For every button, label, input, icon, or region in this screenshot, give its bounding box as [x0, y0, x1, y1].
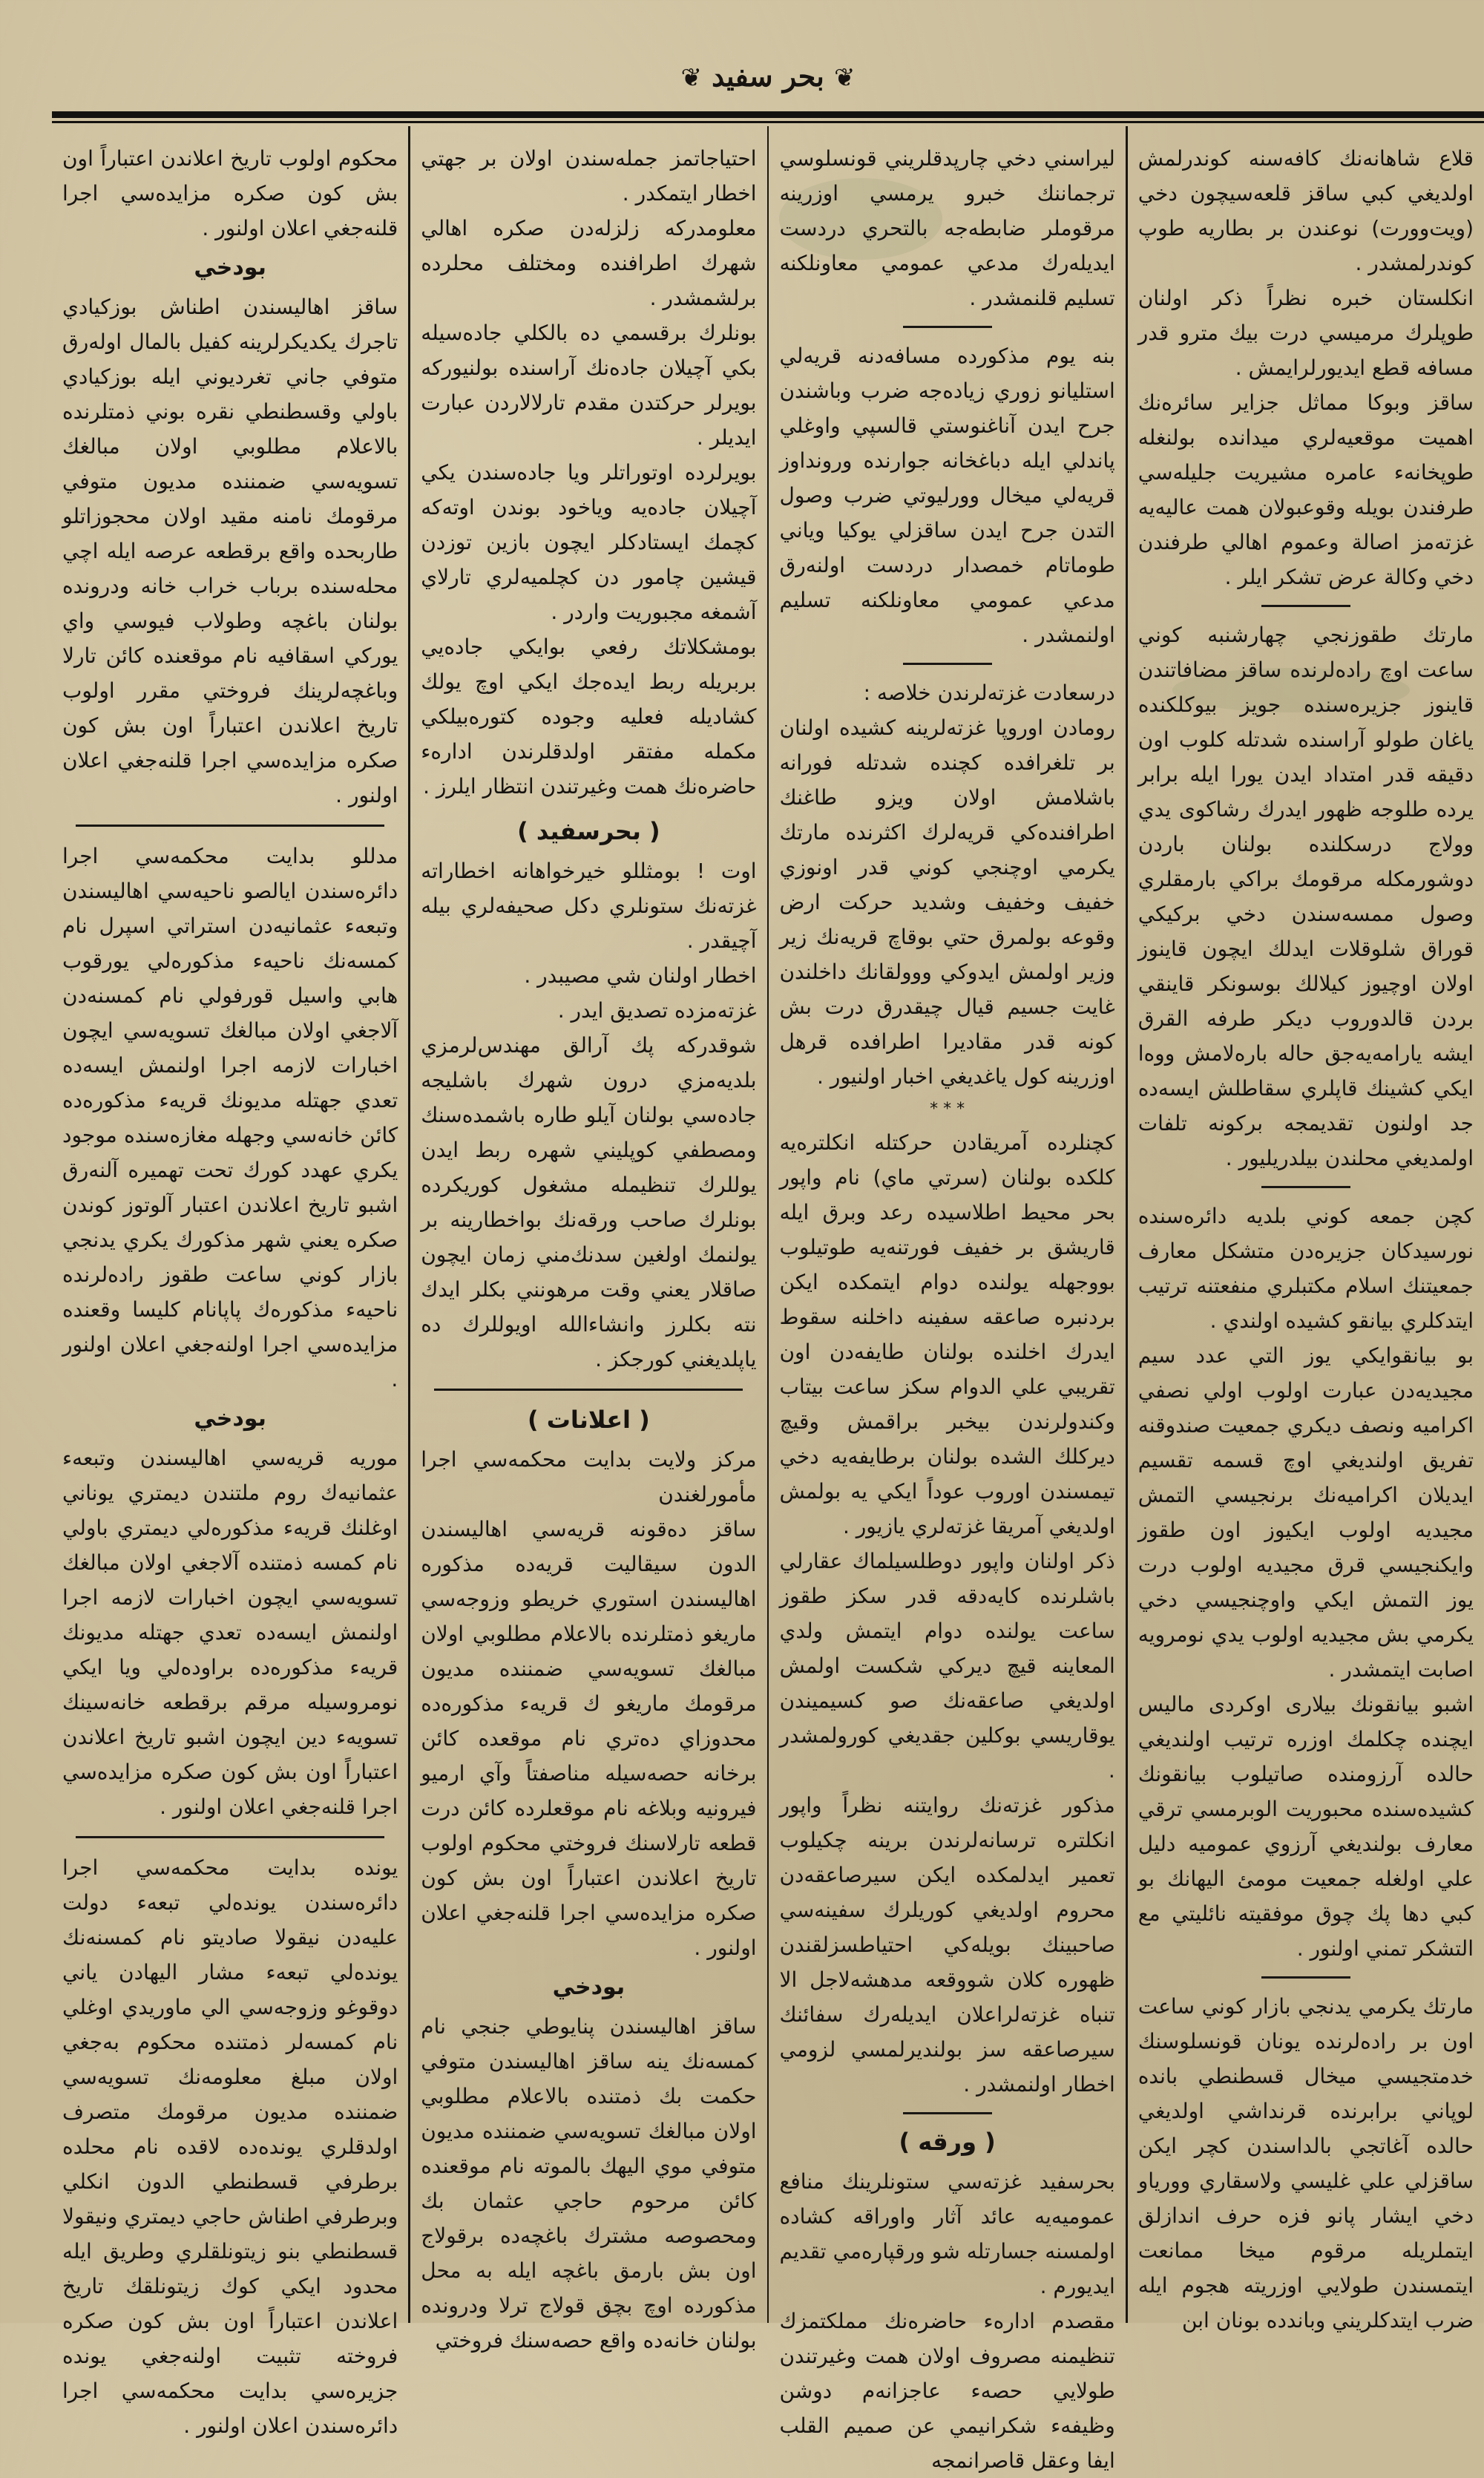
asterism-divider: * * * [930, 1100, 965, 1118]
article-paragraph: اخطار اولنان شي مصيبدر . [524, 963, 757, 988]
section-divider [903, 2112, 992, 2114]
section-divider-long [76, 1836, 384, 1838]
article-paragraph: محكوم اولوب تاريخ اعلاندن اعتباراً اون بش كون صكره مزايده‌سي اجرا قلنه‌جغي اعلان اولنور . [62, 146, 398, 240]
article-paragraph: ساقز اهاليسندن پنايوطي جنجي نام كمسه‌نك ينه ساقز اهاليسندن متوفي حكمت بك ذمتنده بالاعلام مطلوبي اولان مبالغك تسويه‌سي ضمننده مديون متوفي موي اليهك بالموته نام موقعنده كائن مرحوم حاجي عثمان بك ومحصوصه مشترك باغچه‌ده برقولاج اون بش بارمق باغچه ايله به محل مذكورده اوچ بچق قولاج ترلا ودرونده بولنان خانه‌ده واقع حصه‌سنك فروختي [421, 2014, 757, 2353]
page-columns [52, 126, 1484, 2473]
article-paragraph: مقصدم اداره‌ء حاضره‌نك مملكتمزك تنظيمنه مصروف اولان همت وغيرتندن طولايي حصه‌ء عاجزانه‌م دوشن وظيفه‌ء شكرانيمي عن صميم القلب ايفا وعقل قاصرانمجه [779, 2309, 1115, 2473]
article-paragraph: ساقز وبوكا مماثل جزاير سائره‌نك اهميت موقعيه‌لري ميدانده بولنغله طوپخانه‌ء عامره مشيريت جليله‌سي طرفندن بويله وقوعبولان همت عاليه‌يه غزته‌مز اصالة وعموم اهالي طرفندن دخي وكالة عرض تشكر ايلر . [1137, 390, 1474, 589]
article-paragraph: كچنلرده آمريقادن حركتله انكلتره‌يه كلكده بولنان (سرتي ماي) نام واپور بحر محيط اطلاسيده رعد وبرق ايله قاريشق بر خفيف فورتنه‌يه طوتيلوب بووجهله يولنده دوام ايتمكده ايكن بردنبره صاعقه سفينه داخلنه سقوط ايدرك اخلنده بولنان طايفه‌دن اون تقريبي علي الدوام سكز ساعت بيتاب وكندولرندن بيخبر براقمش وقيچ ديركلك الشده بولنان برطايفه‌يه دخي تيمسندن اوروب عوداً ايكي يه بولمش اولديغي آمريقا غزته‌لري يازيور . [779, 1130, 1115, 1538]
article-paragraph: قلاع شاهانه‌نك كافه‌سنه كوندرلمش اولديغي كبي ساقز قلعه‌سيچون دخي (ويت‌وورت) نوعندن بر بطاريه طوپ كوندرلمشدر . [1137, 146, 1474, 275]
article-paragraph: شوقدركه پك ‌آرالق مهندس‌لرمزي بلديه‌مزي درون شهرك باشليجه جاده‌سي بولنان آيلو طاره باشمده‌سنك ومصطفي كوپليني شهره ربط ايدن يوللرك تنظيمله مشغول كوريكرده بونلرك صاحب ورقه‌نك بواخطارينه بر يولنمك اولغين سدنك‌مني زمان ايچون صاقلار يعني وقت مرهونني بكلر ايدك نته بكلرز وانشاءالله اويوللرك ده ياپلديغني كورجكز . [421, 1033, 757, 1371]
article-paragraph: غزته‌مزده تصديق ايدر . [557, 998, 757, 1023]
section-heading: ( ورقه ) [899, 2128, 996, 2156]
article-paragraph: مذكور غزته‌نك روايتنه نظراً واپور انكلتره ترسانه‌لرندن برينه چكيلوب تعمير ايدلمكده ايكن سيرصاعقه‌دن محروم اولديغي كوريلرك سفينه‌سي صاحبينك بويله‌كي احتياطسزلقندن ظهوره كلان شووقعه مدهشه‌لاجل الا تنباه غزته‌لراعلان ايديله‌رك سفائنك سيرصاعقه سز بولنديرلمسي لزومي اخطار اولنمشدر . [779, 1793, 1115, 2097]
article-paragraph: بحرسفيد غزته‌سي ستونلرينك منافع عموميه‌يه عائد آثار واوراقه كشاده اولمسنه جسارتله شو ورقپاره‌مي تقديم ايديورم . [779, 2169, 1115, 2298]
article-paragraph: بنه يوم مذكورده مسافه‌دنه قريه‌لي استليانو زوري زياده‌جه ضرب وباشندن جرح ايدن آناغنوستي قالسپي واوغلي پاندلي ايله دباغخانه جوارنده ورونداوز قريه‌لي ميخال وورليوتي ضرب وصول التدن جرح ايدن ساقزلي يوكيا وياني طوماتام خمصدار دردست اولنه‌رق مدعي عمومي معاونلكنه تسليم اولنمشدر . [779, 344, 1115, 647]
section-divider-long [76, 825, 384, 827]
article-paragraph: اشبو بيانقونك بيلارى اوكردى ماليس ايچنده چكلمك اوزره ترتيب اولنديغي حالده آرزومنده صاتيلوب بيانقونك كشيده‌سنده محبوريت الوبرمسي ترقي معارف بولنديغي آرزوي عموميه دليل علي اولغله جمعيت مومئ اليهانك بو كبي دها پك چوق موفقيته نائليتي مع التشكر تمني اولنور . [1137, 1692, 1474, 1961]
section-divider [1261, 605, 1350, 607]
article-paragraph: بومشكلاتك رفعي بوايكي جاده‌يي بربريله ربط ايده‌جك ايكي اوچ يولك كشاديله فعليه وجوده كتوره‌بيلكي مكمله مفتقر اولدقلرندن اداره‌ء حاضره‌نك همت وغيرتندن انتظار ايلرز . [421, 635, 757, 799]
article-paragraph: مارتك طقوزنجي چهارشنبه كوني ساعت اوچ راده‌لرنده ساقز مضافاتندن قاينوز جزيره‌سنده جويز بيوكلكنده ياغان طولو آراسنده شدتله كلوب اون دقيقه قدر امتداد ايدن يورا ايله برابر يرده طلوجه ظهور ايدرك رشاكوى يدي وولاج درسكلنده بولنان باردن دوشورمكله مرقومك براكي بارمقلري وصول ممسه‌سندن دخي بركيكي قوراق شلوقلات ايدلك ايچون قاينوز اولان اوچيوز كيلا‌لك بوسونكر قاينقي بردن قالدوروب ديكر طرفه القرق ايشه يارامه‌يه‌جق حاله باره‌لامش ووه‌ا ايكي كشينك قاپلري سقاطلش ايسه‌ده جد اولنون تقديمجه بركونه تلفات اولمديغي محلندن بيلدريليور . [1137, 623, 1474, 1170]
article-paragraph: ساقز ده‌قونه قريه‌سي اهاليسندن الدون سيقاليت قريه‌ده مذكوره اهاليسندن استوري خريطو وزوجه‌سي ماريغو ذمتلرنده بالاعلام مطلوبي اولان مبالغك تسويه‌سي ضمننده مديون مرقومك ماريغو ك قريه‌ء مذكوره‌ده محدوزاي ده‌تري نام موقعده كائن برخانه حصه‌سيله مناصفتاً وآي ارميو فيرونيه وبلاغه نام موقعلرده كائن درت قطعه تارلاسنك فروختي محكوم اولوب تاريخ اعلاندن اعتباراً اون بش كون صكره مزايده‌سي اجرا قلنه‌جغي اعلان اولنور . [421, 1517, 757, 1960]
column-3 [410, 126, 766, 2353]
column-4 [52, 126, 408, 2438]
article-paragraph: كچن جمعه كوني بلديه دائره‌سنده نورسيدكان جزيره‌دن متشكل معارف جمعيتنك اسلام مكتبلري منفعتنه ترتيب ايتدكلري بيانقو كشيده اولندي . [1137, 1204, 1474, 1333]
article-paragraph: ذكر اولنان واپور دوطلسيلماك عقارلي باشلرنده كايه‌دقه قدر سكز طقوز ساعت يولنده دوام ايتمش ولدي المعاينه قيچ ديركي شكست اولمش اولديغي صاعقه‌نك صو كسيميندن يوقاريسي بوكلين جقديغي كورولمشدر . [779, 1549, 1115, 1783]
article-paragraph: اوت ! بومثللو خيرخواهانه اخطاراته غزته‌نك ستونلري دكل صحيفه‌لري بيله آچيقدر . [421, 859, 757, 953]
section-heading: ( بحرسفيد ) [517, 817, 660, 845]
fleuron-ornament-icon: ❦ [833, 63, 856, 93]
masthead-rule-thick [52, 111, 1484, 118]
fleuron-ornament-icon: ❦ [680, 63, 703, 93]
article-paragraph: بو بيانقوايكي يوز التي عدد سيم مجيديه‌دن عبارت اولوب اولي نصفي اكراميه ونصف ديكري جمعيت صندوقنه تفريق اولنديغي اوچ قسمه تقسيم ايديلان اكراميه‌نك برنجيسي التمش مجيديه اولوب ايكيوز اون طقوز وايكنجيسي قرق مجيديه اولوب درت يوز التمش ايكي واوچنجيسي دخي يكرمي بش مجيديه اولوب يدي نومرويه اصابت ايتمشدر . [1137, 1343, 1474, 1682]
article-paragraph: انكلستان خبره نظراً ذكر اولنان طوپلرك مرميسي درت بيك مترو قدر مسافه قطع ايديورلرايمش . [1137, 286, 1474, 380]
section-divider [1261, 1976, 1350, 1979]
column-1 [1128, 126, 1484, 2333]
article-paragraph: مارتك يكرمي يدنجي بازار كوني ساعت اون بر راده‌لرنده يونان قونسلوسنك خدمتجيسي ميخال قسطنطي بانده لوپاني برابرنده قرنداشي اولديغي حالده آغاتجي بالداسندن كچر ايكن ساقزلي علي غليسي ولاسقاري وورياو دخي ايشار پانو فزه حرف اندازلق ايتملريله مرقوم ميخا ممانعت ايتمسندن طولايي اوزريته هجوم ايله ضرب ايتدكلريني وباندده بونان ابن [1137, 1994, 1474, 2333]
article-paragraph: يونده بدايت محكمه‌سي اجرا دائره‌سندن يونده‌لي تبعه‌ء دولت عليه‌دن نيقولا صاديتو نام كمسنه‌نك يونده‌لي تبعه‌ء مشار اليهادن ياني دوقوغو وزوجه‌سي الي ماوريدي اوغلي نام كمسه‌لر ذمتنده محكوم به‌جغي اولان مبلغ معلومه‌نك تسويه‌سي ضمننده مديون مرقومك متصرف اولدقلري يونده‌ده لاقده نام محلده برطرفي قسطنطي الدون انكلي وبرطرفي اطناش حاجي ديمتري ونيقولا قسطنطي بنو زيتونلقلري وطريق ايله محدود ايكي كوك زيتونلقك تاريخ اعلاندن اعتباراً اون بش كون صكره فروخته تثبيت اولنه‌جغي يونده جزيره‌سي بدايت محكمه‌سي اجرا دائره‌سندن اعلان اولنور . [62, 1855, 398, 2438]
newspaper-title: بحر سفيد [712, 59, 824, 93]
article-paragraph: احتياجاتمز جمله‌سندن اولان بر جهتي اخطار ايتمكدر . [421, 146, 757, 206]
masthead-rule-thin [52, 121, 1484, 123]
section-heading: ( اعلانات ) [527, 1406, 650, 1434]
article-paragraph: ليراسني دخي چارپدقلريني قونسلوسي ترجماننك خبرو يرمسي اوزرينه مرقوملر ضابطه‌جه بالتحري دردست ايديله‌رك مدعي عمومي معاونلكنه تسليم قلنمشدر . [779, 146, 1115, 310]
column-2 [769, 126, 1125, 2473]
article-paragraph: بويرلرده اوتوراتلر ويا جاده‌سندن يكي آچيلان جاده‌يه وياخود بوندن اوته‌كه كچمك ايستادكلر ايچون بازين توزدن قيشين چامور دن كچلميه‌لري تارلاي آشمغه مجبوريت واردر . [421, 460, 757, 624]
article-paragraph: مركز ولايت بدايت محكمه‌سي اجرا مأمورلغندن [421, 1447, 757, 1507]
section-divider [903, 663, 992, 665]
subheading: بودخي [194, 1406, 266, 1432]
article-paragraph: درسعادت غزته‌لرندن خلاصه : [863, 681, 1115, 705]
article-paragraph: معلومدركه زلزله‌دن صكره اهالي شهرك اطرافنده ومختلف محلرده برلشمشدر . [421, 216, 757, 310]
section-divider [903, 326, 992, 328]
section-divider-long [434, 1389, 743, 1391]
masthead [52, 59, 1484, 113]
section-divider [1261, 1186, 1350, 1188]
subheading: بودخي [194, 255, 266, 281]
article-paragraph: ساقز اهاليسندن اطناش بوزكيادي تاجرك يكديكرلرينه كفيل بالمال اوله‌رق متوفي جاني تغرديوني ايله بوزكيادي باولي وقسطنطي نقره بوني ذمتلرنده بالاعلام مطلوبي اولان مبالغك تسويه‌سي ضمننده مديون متوفي مرقومك نامنه مقيد اولان محجوزاتلو طاربحده واقع برقطعه عرصه ايله اچي محله‌سنده برباب خراب خانه ودرونده بولنان باغچه وطولاب فيوسي واي يوركي اسقافيه نام موقعنده كائن تارلا وباغچه‌لرينك فروختي مقرر اولوب تاريخ اعلاندن اعتباراً اون بش كون صكره مزايده‌سي اجرا قلنه‌جغي اعلان اولنور . [62, 295, 398, 807]
article-paragraph: موريه قريه‌سي اهاليسندن وتبعه‌ء عثمانيه‌ك روم ملتندن ديمتري يوناني اوغلنك قريه‌ء مذكوره‌لي ديمتري باولي نام كمسه ذمتنده آلاجغي اولان مبالغك تسويه‌سي ايچون اخبارات لازمه اجرا اولنمش ايسه‌ده تعدي جهتله مديونك قريه‌ء مذكوره‌ده براوده‌لي ويا ايكي نومروسيله مرقم برقطعه خانه‌سينك تسويه‌ء دين ايچون اشبو تاريخ اعلاندن اعتباراً اون بش كون صكره مزايده‌سي اجرا قلنه‌جغي اعلان اولنور . [62, 1446, 398, 1819]
article-paragraph: رومادن اوروپا غزته‌لرينه كشيده اولنان بر تلغرافده كچنده شدتله فورانه باشلامش اولان ويزو طاغنك اطرافنده‌كي قريه‌لرك اكثرنده مارتك يكرمي اوچنجي كوني قدر اونوزي خفيف وخفيف وشديد حركت ارض وقوعه بولمرق حتي بوقاچ قريه‌نك زير وزير اولمش ايدوكي ووولقانك داخلندن غايت جسيم قيال چيقدرق درت بش كونه قدر مقاديرا اطرافده قرهل اوزرينه كول ياغديغي اخبار اولنيور . [779, 715, 1115, 1089]
article-paragraph: بونلرك برقسمي ده بالكلي جاده‌سيله بكي آچيلان جاده‌نك آراسنده بولنيوركه بويرلر حركتدن مقدم تارلالاردن عبارت ايديلر . [421, 321, 757, 450]
article-paragraph: مدللو بدايت محكمه‌سي اجرا دائره‌سندن ايالصو ناحيه‌سي اهاليسندن وتبعه‌ء عثمانيه‌دن استراتي اسپرل نام كمسه‌نك ناحيه‌ء مذكوره‌لي يورقوب هابي واسيل قورفولي نام كمسنه‌دن آلاجغي اولان مبالغك تسويه‌سي ايچون اخبارات لازمه اجرا اولنمش ايسه‌ده تعدي جهتله مديونك قريه‌ء مذكوره‌ده كائن خانه‌سي وجهله مغازه‌سنده موجود يكري عهدد كورك تحت تهميره آلنه‌رق اشبو تاريخ اعلاندن اعتبار آلوتوز كوندن صكره يعني شهر مذكورك يكري يدنجي بازار كوني ساعت طقوز راده‌لرنده ناحيه‌ء مذكوره‌ك پاپانام كليسا وقعنده مزايده‌سي اجرا اولنه‌جغي اعلان اولنور . [62, 844, 398, 1392]
subheading: بودخي [552, 1974, 626, 2000]
